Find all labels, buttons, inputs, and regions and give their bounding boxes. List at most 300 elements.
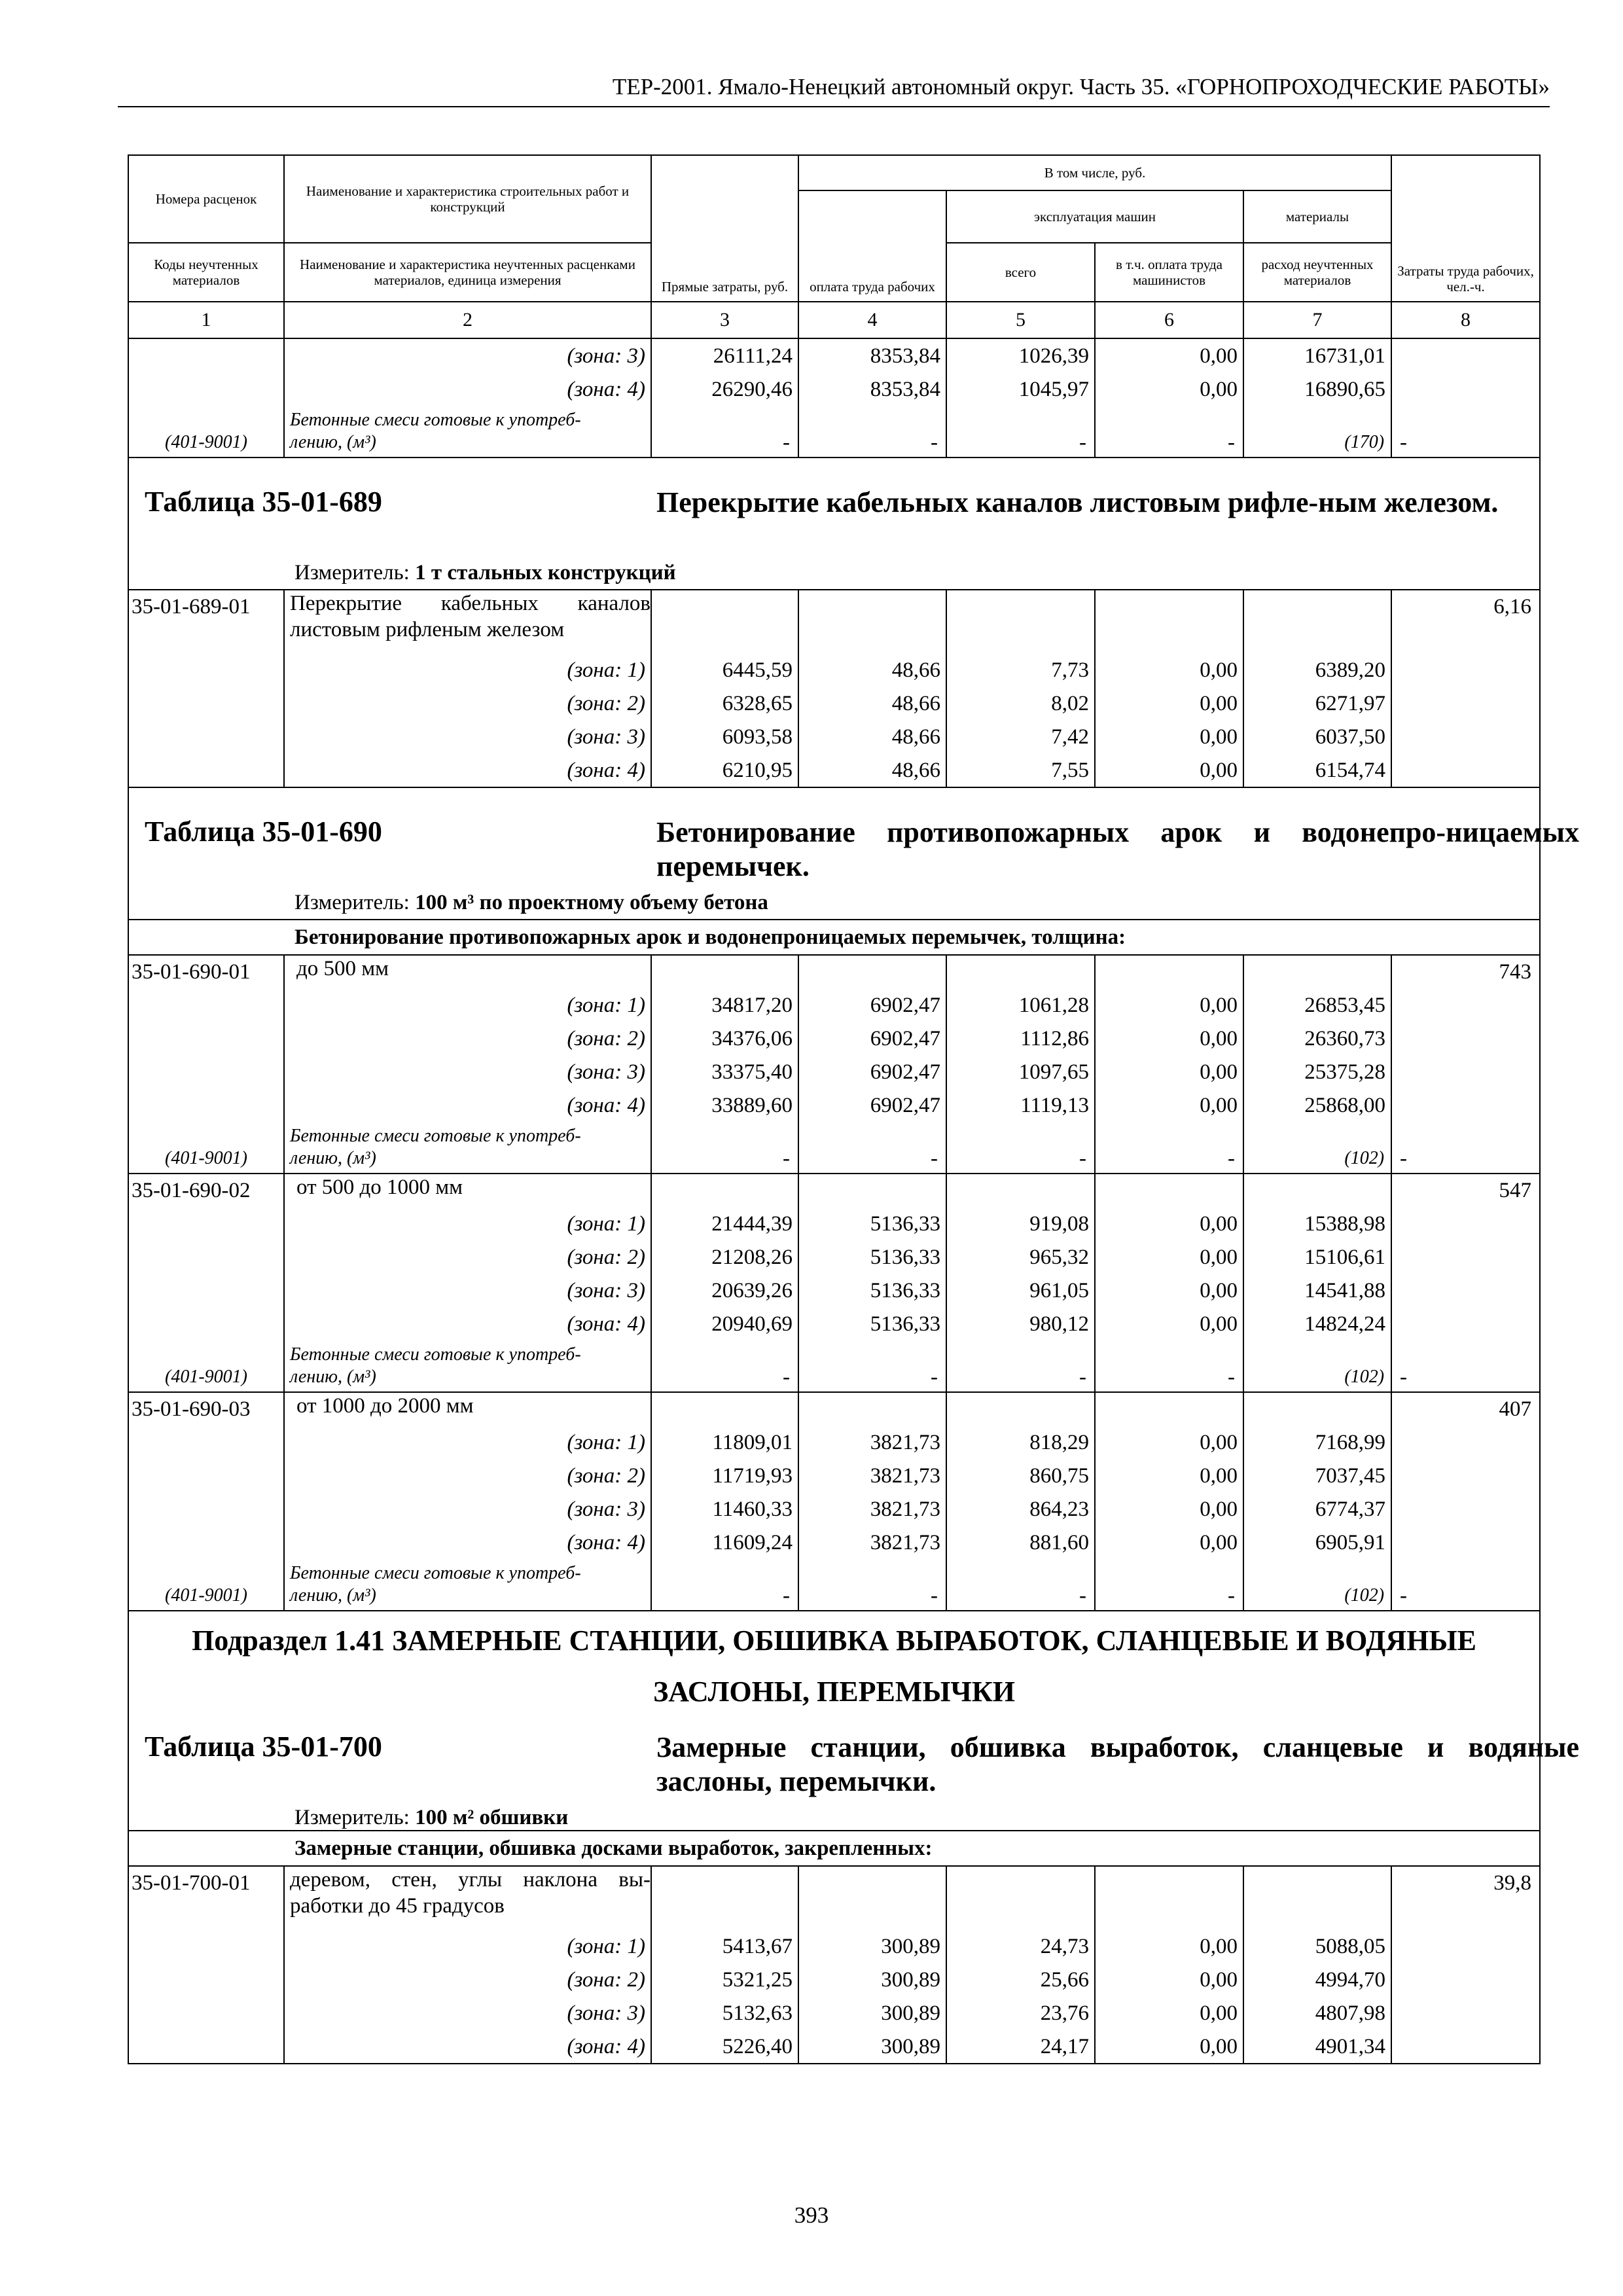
page-header: ТЕР-2001. Ямало-Ненецкий автономный округ. Часть 35. «ГОРНОПРОХОДЧЕСКИЕ РАБОТЫ»	[118, 71, 1550, 107]
value-cell: 5413,67	[651, 1929, 798, 1963]
value-cell: 21444,39	[651, 1207, 798, 1240]
value-cell: 7037,45	[1243, 1459, 1391, 1492]
empty-cell	[1391, 1996, 1540, 2030]
dash-cell: -	[798, 1559, 946, 1611]
dash-cell: -	[1095, 1340, 1243, 1392]
labor-cost: -	[1391, 1559, 1540, 1611]
header-material-usage: расход неучтенных материалов	[1243, 243, 1391, 302]
header-including: В том числе, руб.	[798, 155, 1391, 190]
value-cell: 11609,24	[651, 1526, 798, 1559]
value-cell: 6902,47	[798, 1088, 946, 1122]
value-cell: 11460,33	[651, 1492, 798, 1526]
column-number: 4	[798, 302, 946, 338]
empty-cell	[128, 1426, 284, 1459]
column-number: 8	[1391, 302, 1540, 338]
value-cell: 7,42	[946, 720, 1095, 753]
value-cell: 23,76	[946, 1996, 1095, 2030]
zone-label: (зона: 4)	[284, 1307, 651, 1340]
value-cell: 5132,63	[651, 1996, 798, 2030]
table-title: Перекрытие кабельных каналов листовым рифле-ным железом.	[656, 486, 1499, 518]
material-usage: (170)	[1243, 406, 1391, 457]
table-body	[128, 338, 1579, 2064]
material-usage: (102)	[1243, 1559, 1391, 1611]
rate-name: от 1000 до 2000 мм	[284, 1392, 651, 1426]
empty-cell	[128, 338, 284, 372]
empty-cell	[1243, 1392, 1391, 1426]
zone-row	[128, 1996, 1540, 2030]
rate-item-row	[128, 1866, 1540, 1929]
empty-cell	[128, 1963, 284, 1996]
zone-row	[128, 753, 1540, 787]
value-cell: 5136,33	[798, 1307, 946, 1340]
zone-row	[128, 1526, 1540, 1559]
value-cell: 26360,73	[1243, 1022, 1391, 1055]
value-cell: 3821,73	[798, 1526, 946, 1559]
empty-cell	[1391, 1492, 1540, 1526]
value-cell: 4994,70	[1243, 1963, 1391, 1996]
measure-value: 1 т стальных конструкций	[415, 561, 676, 584]
value-cell: 0,00	[1095, 1426, 1243, 1459]
empty-cell	[128, 1996, 284, 2030]
empty-cell	[128, 1207, 284, 1240]
zone-label: (зона: 4)	[284, 1526, 651, 1559]
value-cell: 6037,50	[1243, 720, 1391, 753]
column-number: 5	[946, 302, 1095, 338]
table-title-cell	[128, 787, 1579, 920]
value-cell: 8353,84	[798, 372, 946, 406]
measure-label: Измеритель:	[294, 1806, 410, 1829]
zone-row	[128, 687, 1540, 720]
empty-cell	[1391, 687, 1540, 720]
value-cell: 6445,59	[651, 653, 798, 687]
empty-cell	[798, 590, 946, 653]
empty-cell	[946, 955, 1095, 988]
empty-cell	[128, 653, 284, 687]
zone-row	[128, 1240, 1540, 1274]
value-cell: 3821,73	[798, 1492, 946, 1526]
value-cell: 300,89	[798, 1996, 946, 2030]
rate-code: 35-01-689-01	[128, 590, 284, 653]
empty-cell	[946, 1866, 1095, 1929]
material-name: Бетонные смеси готовые к употреб- лению, (м³)	[284, 406, 651, 457]
value-cell: 0,00	[1095, 372, 1243, 406]
value-cell: 0,00	[1095, 2030, 1243, 2064]
header-material-codes: Коды неучтенных материалов	[128, 243, 284, 302]
empty-cell	[651, 1392, 798, 1426]
material-code: (401-9001)	[128, 406, 284, 457]
zone-label: (зона: 1)	[284, 653, 651, 687]
empty-cell	[128, 1307, 284, 1340]
empty-cell	[128, 1022, 284, 1055]
value-cell: 1045,97	[946, 372, 1095, 406]
empty-cell	[1391, 1459, 1540, 1492]
rate-item-row	[128, 1174, 1540, 1207]
value-cell: 11809,01	[651, 1426, 798, 1459]
material-usage: (102)	[1243, 1340, 1391, 1392]
zone-label: (зона: 1)	[284, 988, 651, 1022]
zone-row	[128, 1307, 1540, 1340]
labor-cost: -	[1391, 1340, 1540, 1392]
empty-cell	[946, 1174, 1095, 1207]
table-title-row	[128, 787, 1540, 920]
value-cell: 6328,65	[651, 687, 798, 720]
column-number: 6	[1095, 302, 1243, 338]
dash-cell: -	[798, 1340, 946, 1392]
value-cell: 25375,28	[1243, 1055, 1391, 1088]
column-number: 3	[651, 302, 798, 338]
labor-cost: 743	[1391, 955, 1540, 988]
value-cell: 3821,73	[798, 1459, 946, 1492]
value-cell: 0,00	[1095, 720, 1243, 753]
value-cell: 6774,37	[1243, 1492, 1391, 1526]
value-cell: 24,17	[946, 2030, 1095, 2064]
zone-row	[128, 1274, 1540, 1307]
empty-cell	[651, 955, 798, 988]
value-cell: 6905,91	[1243, 1526, 1391, 1559]
empty-cell	[798, 1866, 946, 1929]
empty-cell	[651, 1174, 798, 1207]
header-machines: эксплуатация машин	[946, 190, 1243, 243]
rate-name: деревом, стен, углы наклона вы-работки до 45 градусов	[284, 1866, 651, 1929]
empty-cell	[1095, 1174, 1243, 1207]
value-cell: 0,00	[1095, 1492, 1243, 1526]
value-cell: 15106,61	[1243, 1240, 1391, 1274]
table-title: Бетонирование противопожарных арок и водонепро-ницаемых перемычек.	[656, 816, 1579, 882]
measure-unit	[294, 1801, 568, 1834]
empty-cell	[1391, 1207, 1540, 1240]
rate-name: от 500 до 1000 мм	[284, 1174, 651, 1207]
value-cell: 5136,33	[798, 1207, 946, 1240]
value-cell: 20940,69	[651, 1307, 798, 1340]
header-operator-pay: в т.ч. оплата труда машинистов	[1095, 243, 1243, 302]
dash-cell: -	[651, 1340, 798, 1392]
measure-unit	[294, 886, 768, 919]
value-cell: 1026,39	[946, 338, 1095, 372]
value-cell: 6902,47	[798, 1022, 946, 1055]
empty-cell	[1391, 338, 1540, 372]
empty-cell	[128, 1055, 284, 1088]
value-cell: 21208,26	[651, 1240, 798, 1274]
column-number: 7	[1243, 302, 1391, 338]
zone-label: (зона: 4)	[284, 372, 651, 406]
empty-cell	[128, 687, 284, 720]
page-number: 393	[794, 2202, 829, 2228]
rate-name: Перекрытие кабельных каналов листовым рифленым железом	[284, 590, 651, 653]
table-number: Таблица 35-01-690	[145, 816, 382, 848]
measure-label: Измеритель:	[294, 561, 410, 584]
empty-cell	[1391, 1022, 1540, 1055]
value-cell: 33375,40	[651, 1055, 798, 1088]
empty-cell	[946, 590, 1095, 653]
dash-cell: -	[946, 406, 1095, 457]
value-cell: 0,00	[1095, 1929, 1243, 1963]
column-number: 2	[284, 302, 651, 338]
labor-cost: 6,16	[1391, 590, 1540, 653]
zone-label: (зона: 3)	[284, 720, 651, 753]
empty-cell	[1391, 2030, 1540, 2064]
dash-cell: -	[651, 406, 798, 457]
dash-cell: -	[798, 406, 946, 457]
value-cell: 11719,93	[651, 1459, 798, 1492]
value-cell: 0,00	[1095, 1088, 1243, 1122]
value-cell: 7,73	[946, 653, 1095, 687]
value-cell: 48,66	[798, 753, 946, 787]
measure-unit	[294, 556, 676, 589]
rate-item-row	[128, 1392, 1540, 1426]
value-cell: 8,02	[946, 687, 1095, 720]
value-cell: 16731,01	[1243, 338, 1391, 372]
value-cell: 300,89	[798, 1963, 946, 1996]
zone-label: (зона: 2)	[284, 687, 651, 720]
table-title-block	[129, 458, 1539, 589]
dash-cell: -	[946, 1340, 1095, 1392]
rate-code: 35-01-700-01	[128, 1866, 284, 1929]
zone-label: (зона: 2)	[284, 1459, 651, 1492]
header-material-name: Наименование и характеристика неучтенных расценками материалов, единица измерения	[284, 243, 651, 302]
value-cell: 8353,84	[798, 338, 946, 372]
labor-cost: 39,8	[1391, 1866, 1540, 1929]
table-title-cell	[128, 1611, 1579, 1831]
empty-cell	[1391, 1240, 1540, 1274]
value-cell: 5136,33	[798, 1240, 946, 1274]
empty-cell	[1095, 1866, 1243, 1929]
value-cell: 980,12	[946, 1307, 1095, 1340]
zone-label: (зона: 3)	[284, 1492, 651, 1526]
value-cell: 0,00	[1095, 753, 1243, 787]
empty-cell	[1095, 1392, 1243, 1426]
value-cell: 1119,13	[946, 1088, 1095, 1122]
empty-cell	[1095, 955, 1243, 988]
empty-cell	[128, 988, 284, 1022]
value-cell: 6902,47	[798, 988, 946, 1022]
value-cell: 26853,45	[1243, 988, 1391, 1022]
zone-label: (зона: 1)	[284, 1207, 651, 1240]
value-cell: 48,66	[798, 720, 946, 753]
rate-item-row	[128, 590, 1540, 653]
zone-row	[128, 372, 1540, 406]
value-cell: 7,55	[946, 753, 1095, 787]
value-cell: 6271,97	[1243, 687, 1391, 720]
zone-row	[128, 1207, 1540, 1240]
empty-cell	[1391, 372, 1540, 406]
header-materials: материалы	[1243, 190, 1391, 243]
value-cell: 20639,26	[651, 1274, 798, 1307]
empty-cell	[1391, 1426, 1540, 1459]
empty-cell	[128, 1526, 284, 1559]
zone-row	[128, 1022, 1540, 1055]
zone-label: (зона: 2)	[284, 1963, 651, 1996]
value-cell: 24,73	[946, 1929, 1095, 1963]
value-cell: 33889,60	[651, 1088, 798, 1122]
price-table	[128, 154, 1579, 2064]
empty-cell	[651, 1866, 798, 1929]
empty-cell	[128, 1088, 284, 1122]
material-row	[128, 1559, 1540, 1611]
labor-cost: -	[1391, 1122, 1540, 1174]
empty-cell	[1391, 1055, 1540, 1088]
value-cell: 34376,06	[651, 1022, 798, 1055]
zone-label: (зона: 3)	[284, 338, 651, 372]
empty-cell	[1391, 1526, 1540, 1559]
value-cell: 25868,00	[1243, 1088, 1391, 1122]
zone-label: (зона: 4)	[284, 1088, 651, 1122]
rate-code: 35-01-690-03	[128, 1392, 284, 1426]
value-cell: 6902,47	[798, 1055, 946, 1088]
value-cell: 0,00	[1095, 1274, 1243, 1307]
zone-label: (зона: 3)	[284, 1055, 651, 1088]
empty-cell	[128, 1240, 284, 1274]
empty-cell	[128, 1274, 284, 1307]
dash-cell: -	[1095, 406, 1243, 457]
rate-code: 35-01-690-01	[128, 955, 284, 988]
empty-cell	[946, 1392, 1095, 1426]
labor-cost: 407	[1391, 1392, 1540, 1426]
empty-cell	[798, 955, 946, 988]
rate-item-row	[128, 955, 1540, 988]
value-cell: 7168,99	[1243, 1426, 1391, 1459]
empty-cell	[651, 590, 798, 653]
zone-label: (зона: 4)	[284, 2030, 651, 2064]
value-cell: 300,89	[798, 1929, 946, 1963]
empty-cell	[1391, 720, 1540, 753]
value-cell: 34817,20	[651, 988, 798, 1022]
value-cell: 48,66	[798, 653, 946, 687]
empty-cell	[1243, 590, 1391, 653]
empty-cell	[1391, 753, 1540, 787]
material-usage: (102)	[1243, 1122, 1391, 1174]
dash-cell: -	[651, 1559, 798, 1611]
empty-cell	[1391, 1929, 1540, 1963]
header-work-name: Наименование и характеристика строительных работ и конструкций	[284, 155, 651, 243]
value-cell: 965,32	[946, 1240, 1095, 1274]
zone-label: (зона: 2)	[284, 1240, 651, 1274]
value-cell: 0,00	[1095, 1996, 1243, 2030]
value-cell: 6093,58	[651, 720, 798, 753]
value-cell: 864,23	[946, 1492, 1095, 1526]
value-cell: 15388,98	[1243, 1207, 1391, 1240]
table-number: Таблица 35-01-689	[145, 486, 382, 518]
value-cell: 25,66	[946, 1963, 1095, 1996]
measure-value: 100 м² обшивки	[415, 1806, 569, 1829]
value-cell: 4807,98	[1243, 1996, 1391, 2030]
column-numbers-row	[128, 302, 1540, 338]
dash-cell: -	[651, 1122, 798, 1174]
zone-row	[128, 2030, 1540, 2064]
rate-code: 35-01-690-02	[128, 1174, 284, 1207]
value-cell: 1061,28	[946, 988, 1095, 1022]
zone-row	[128, 338, 1540, 372]
dash-cell: -	[1095, 1559, 1243, 1611]
zone-row	[128, 1055, 1540, 1088]
empty-cell	[128, 720, 284, 753]
material-name: Бетонные смеси готовые к употреб- лению, (м³)	[284, 1340, 651, 1392]
value-cell: 26290,46	[651, 372, 798, 406]
labor-cost: 547	[1391, 1174, 1540, 1207]
value-cell: 16890,65	[1243, 372, 1391, 406]
empty-cell	[1391, 1963, 1540, 1996]
value-cell: 3821,73	[798, 1426, 946, 1459]
value-cell: 300,89	[798, 2030, 946, 2064]
value-cell: 0,00	[1095, 1459, 1243, 1492]
empty-cell	[1095, 590, 1243, 653]
material-row	[128, 406, 1540, 457]
empty-cell	[798, 1392, 946, 1426]
group-heading: Замерные станции, обшивка досками выработок, закрепленных:	[128, 1831, 1540, 1866]
dash-cell: -	[1095, 1122, 1243, 1174]
value-cell: 0,00	[1095, 687, 1243, 720]
header-worker-pay: оплата труда рабочих	[798, 190, 946, 302]
zone-label: (зона: 4)	[284, 753, 651, 787]
header-rate-numbers: Номера расценок	[128, 155, 284, 243]
empty-cell	[128, 753, 284, 787]
empty-cell	[128, 372, 284, 406]
table-number: Таблица 35-01-700	[145, 1731, 382, 1763]
value-cell: 1097,65	[946, 1055, 1095, 1088]
value-cell: 4901,34	[1243, 2030, 1391, 2064]
material-code: (401-9001)	[128, 1122, 284, 1174]
empty-cell	[1391, 1307, 1540, 1340]
measure-label: Измеритель:	[294, 891, 410, 914]
value-cell: 14824,24	[1243, 1307, 1391, 1340]
empty-cell	[128, 1459, 284, 1492]
rate-name: до 500 мм	[284, 955, 651, 988]
zone-row	[128, 988, 1540, 1022]
zone-row	[128, 1492, 1540, 1526]
empty-cell	[128, 2030, 284, 2064]
value-cell: 0,00	[1095, 988, 1243, 1022]
zone-label: (зона: 3)	[284, 1996, 651, 2030]
zone-row	[128, 1426, 1540, 1459]
value-cell: 6210,95	[651, 753, 798, 787]
header-labor-costs: Затраты труда рабочих, чел.-ч.	[1391, 155, 1540, 302]
column-number: 1	[128, 302, 284, 338]
header-direct-costs: Прямые затраты, руб.	[651, 155, 798, 302]
material-name: Бетонные смеси готовые к употреб- лению, (м³)	[284, 1559, 651, 1611]
zone-row	[128, 653, 1540, 687]
value-cell: 5088,05	[1243, 1929, 1391, 1963]
value-cell: 5136,33	[798, 1274, 946, 1307]
empty-cell	[1243, 955, 1391, 988]
value-cell: 881,60	[946, 1526, 1095, 1559]
table-title-row	[128, 457, 1540, 590]
value-cell: 48,66	[798, 687, 946, 720]
empty-cell	[1391, 988, 1540, 1022]
value-cell: 0,00	[1095, 1022, 1243, 1055]
zone-label: (зона: 3)	[284, 1274, 651, 1307]
value-cell: 6154,74	[1243, 753, 1391, 787]
material-row	[128, 1122, 1540, 1174]
value-cell: 860,75	[946, 1459, 1095, 1492]
value-cell: 0,00	[1095, 1240, 1243, 1274]
subsection-heading: Подраздел 1.41 ЗАМЕРНЫЕ СТАНЦИИ, ОБШИВКА ВЫРАБОТОК, СЛАНЦЕВЫЕ И ВОДЯНЫЕ ЗАСЛОНЫ, ПЕРЕМЫЧКИ	[192, 1624, 1476, 1708]
table-header	[128, 155, 1540, 338]
value-cell: 961,05	[946, 1274, 1095, 1307]
value-cell: 0,00	[1095, 1963, 1243, 1996]
zone-label: (зона: 1)	[284, 1426, 651, 1459]
empty-cell	[128, 1492, 284, 1526]
empty-cell	[1243, 1866, 1391, 1929]
material-code: (401-9001)	[128, 1559, 284, 1611]
labor-cost: -	[1391, 406, 1540, 457]
zone-row	[128, 1088, 1540, 1122]
value-cell: 0,00	[1095, 1526, 1243, 1559]
table-title-block	[129, 1611, 1579, 1830]
value-cell: 14541,88	[1243, 1274, 1391, 1307]
value-cell: 0,00	[1095, 1055, 1243, 1088]
material-row	[128, 1340, 1540, 1392]
value-cell: 818,29	[946, 1426, 1095, 1459]
group-heading-row	[128, 920, 1540, 955]
